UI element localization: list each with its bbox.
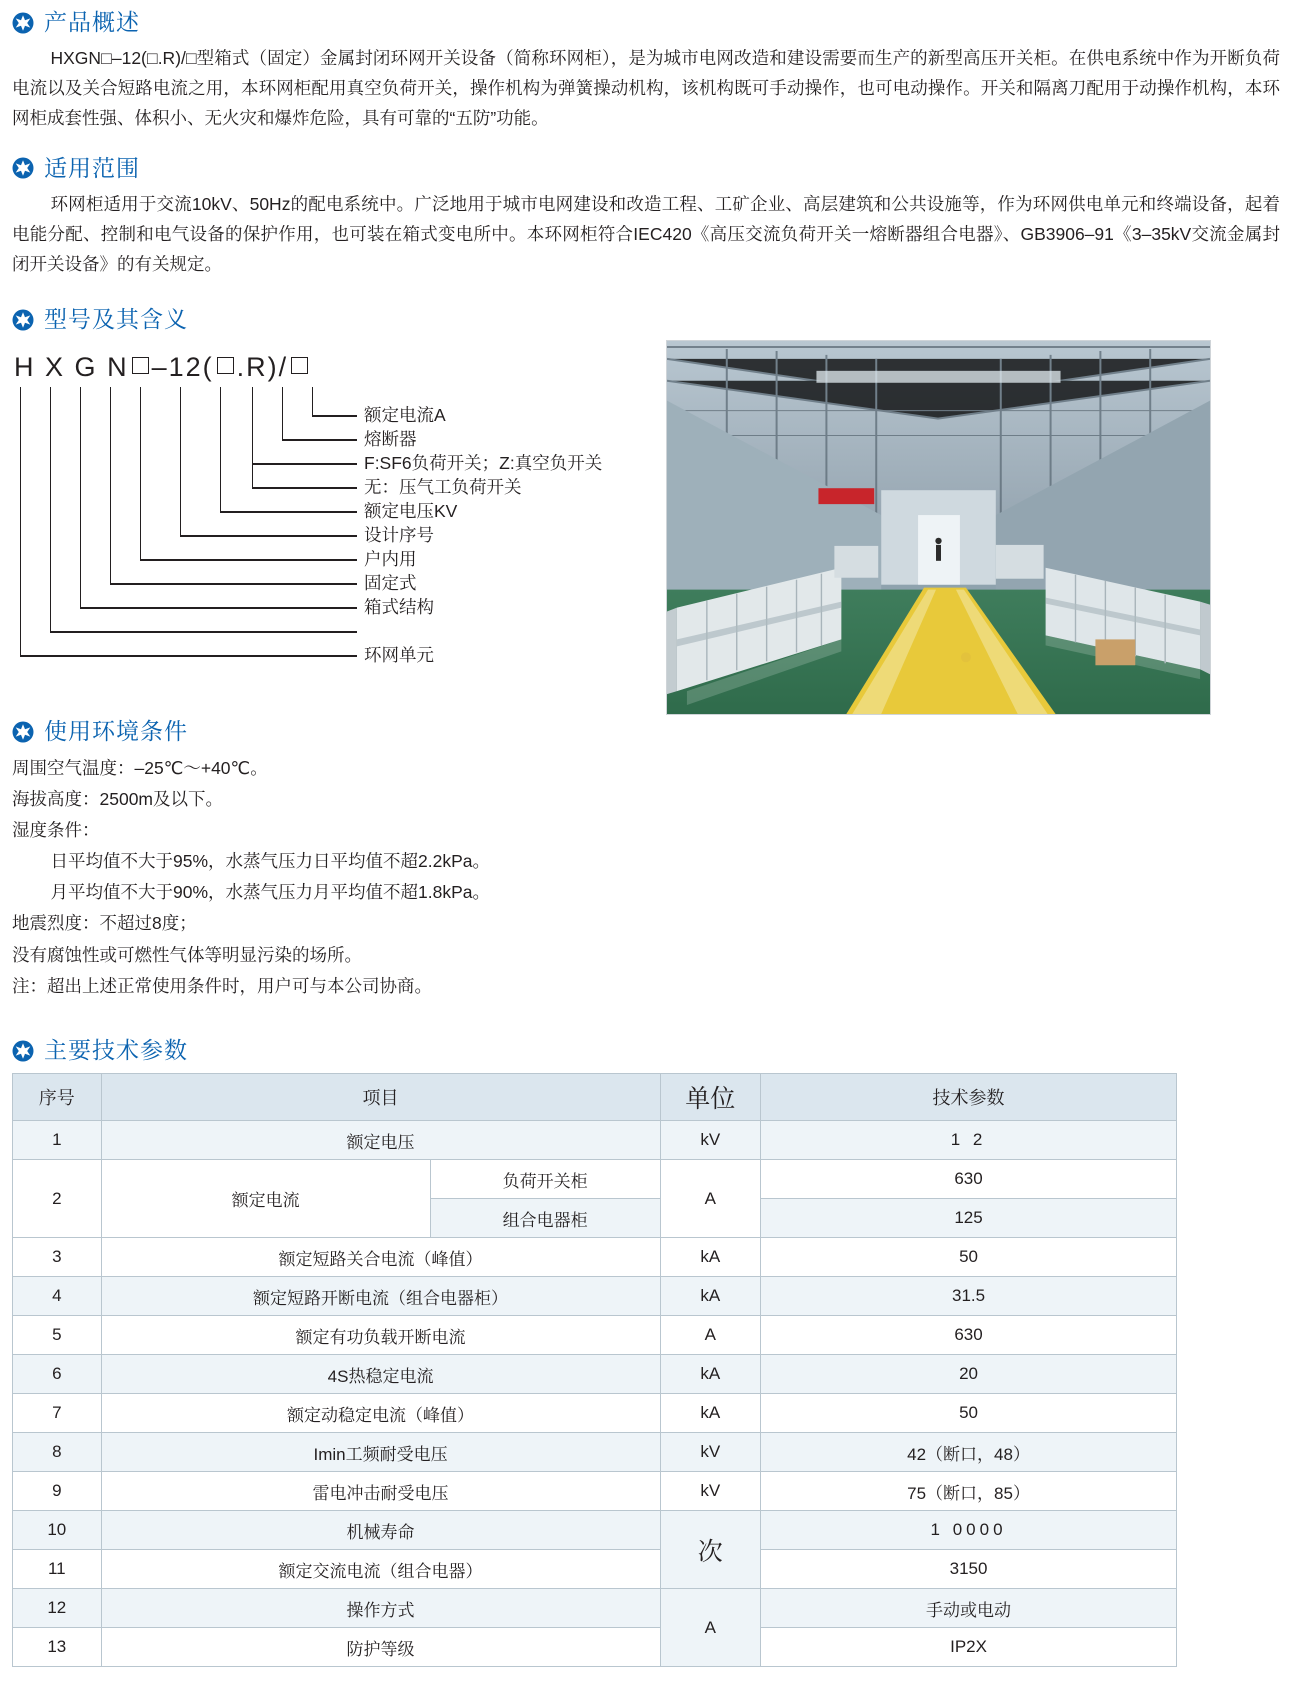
model-label-9: 环网单元 — [364, 645, 434, 666]
code-char-dot: . — [236, 352, 247, 383]
env-line: 月平均值不大于90%，水蒸气压力月平均值不超1.8kPa。 — [50, 882, 491, 903]
product-photo-container — [666, 340, 1211, 715]
code-char-12: –12( — [151, 352, 214, 383]
cell-no: 1 — [13, 1121, 102, 1160]
table-header-row — [13, 1074, 1177, 1121]
leader-lines-area — [12, 387, 652, 687]
code-char-r: R — [246, 352, 268, 383]
cell-unit: kA — [660, 1238, 761, 1277]
model-label-3: 无：压气工负荷开关 — [364, 477, 522, 498]
table-row — [13, 1550, 1177, 1589]
table-row — [13, 1394, 1177, 1433]
env-line: 注：超出上述正常使用条件时，用户可与本公司协商。 — [12, 975, 432, 996]
code-char-n: N — [107, 352, 129, 383]
code-char-slash: / — [278, 352, 289, 383]
overview-heading — [12, 10, 1280, 35]
cell-no: 3 — [13, 1238, 102, 1277]
cell-no: 2 — [13, 1160, 102, 1238]
environment-heading — [12, 719, 1280, 744]
code-char-paren: ) — [267, 352, 279, 383]
table-row — [13, 1121, 1177, 1160]
cell-no: 7 — [13, 1394, 102, 1433]
cell-subitem: 负荷开关柜 — [430, 1160, 660, 1199]
cell-value: 630 — [761, 1316, 1177, 1355]
cell-value: 630 — [761, 1160, 1177, 1199]
scope-paragraph: 环网柜适用于交流10kV、50Hz的配电系统中。广泛地用于城市电网建设和改造工程、工矿企业、高层建筑和公共设施等，作为环网供电单元和终端设备，起着电能分配、控制和电气设备的保护作用，也可装在箱式变电所中。本环网柜符合IEC420《高压交流负荷开关一熔断器组合电器》、GB3906–91《3–35kV交流金属封闭开关设备》的有关规定。 — [12, 193, 1280, 275]
section-model — [0, 307, 1300, 715]
model-code-string — [14, 354, 652, 381]
code-box-2 — [217, 357, 234, 374]
scope-heading — [12, 156, 1280, 181]
cell-value: 1 2 — [761, 1121, 1177, 1160]
cell-value: 42（断口，48） — [761, 1433, 1177, 1472]
cell-value: 手动或电动 — [761, 1589, 1177, 1628]
cell-item: 机械寿命 — [101, 1511, 660, 1550]
model-label-0: 额定电流A — [364, 405, 446, 426]
th-value: 技术参数 — [761, 1074, 1177, 1121]
cell-value: 1 0000 — [761, 1511, 1177, 1550]
env-line: 周围空气温度：–25℃～+40℃。 — [12, 757, 268, 778]
cell-unit: 次 — [660, 1511, 761, 1589]
model-label-1: 熔断器 — [364, 429, 417, 450]
parameters-table — [12, 1073, 1177, 1667]
code-char-h: H — [14, 352, 36, 383]
cell-value: 20 — [761, 1355, 1177, 1394]
cell-value: 50 — [761, 1394, 1177, 1433]
section-parameters — [0, 1038, 1300, 1667]
cell-no: 6 — [13, 1355, 102, 1394]
model-designation-diagram — [12, 340, 652, 687]
cell-no: 13 — [13, 1628, 102, 1667]
cell-unit: kV — [660, 1472, 761, 1511]
th-no: 序号 — [13, 1074, 102, 1121]
model-heading — [12, 307, 1280, 332]
cell-item: Imin工频耐受电压 — [101, 1433, 660, 1472]
section-scope — [0, 156, 1300, 280]
table-row — [13, 1472, 1177, 1511]
cell-unit: kV — [660, 1121, 761, 1160]
section-title: 主要技术参数 — [44, 1036, 188, 1063]
cell-item: 额定短路开断电流（组合电器柜） — [101, 1277, 660, 1316]
section-title: 型号及其含义 — [44, 306, 188, 333]
th-item: 项目 — [101, 1074, 660, 1121]
cell-value: 3150 — [761, 1550, 1177, 1589]
model-label-8: 箱式结构 — [364, 597, 434, 618]
env-line: 没有腐蚀性或可燃性气体等明显污染的场所。 — [12, 944, 362, 965]
section-overview — [0, 0, 1300, 134]
model-label-4: 额定电压KV — [364, 501, 458, 522]
table-row — [13, 1160, 1177, 1199]
cell-unit: A — [660, 1316, 761, 1355]
cell-no: 9 — [13, 1472, 102, 1511]
code-char-g: G — [74, 352, 98, 383]
cell-item: 操作方式 — [101, 1589, 660, 1628]
cell-no: 5 — [13, 1316, 102, 1355]
star-icon — [12, 309, 34, 331]
cell-unit: kA — [660, 1277, 761, 1316]
table-row — [13, 1316, 1177, 1355]
section-title: 产品概述 — [44, 9, 140, 35]
cell-unit: kA — [660, 1355, 761, 1394]
model-label-5: 设计序号 — [364, 525, 434, 546]
cell-unit: kV — [660, 1433, 761, 1472]
table-row — [13, 1589, 1177, 1628]
factory-workshop-photo — [666, 340, 1211, 715]
table-row — [13, 1355, 1177, 1394]
env-line: 日平均值不大于95%，水蒸气压力日平均值不超2.2kPa。 — [50, 851, 491, 872]
code-char-x: X — [45, 352, 66, 383]
cell-value: 75（断口，85） — [761, 1472, 1177, 1511]
overview-paragraph: HXGN□–12(□.R)/□型箱式（固定）金属封闭环网开关设备（简称环网柜），是为城市电网改造和建设需要而生产的新型高压开关柜。在供电系统中作为开断负荷电流以及关合短路电流之用，本环网柜配用真空负荷开关，操作机构为弹簧操动机构，该机构既可手动操作，也可电动操作。开关和隔离刀配用于动操作机构，本环网柜成套性强、体积小、无火灾和爆炸危险，具有可靠的“五防”功能。 — [12, 48, 1280, 129]
cell-no: 10 — [13, 1511, 102, 1550]
section-title: 使用环境条件 — [44, 718, 188, 745]
model-label-6: 户内用 — [364, 549, 417, 570]
cell-unit: kA — [660, 1394, 761, 1433]
star-icon — [12, 721, 34, 743]
cell-item: 额定短路关合电流（峰值） — [101, 1238, 660, 1277]
cell-item: 额定动稳定电流（峰值） — [101, 1394, 660, 1433]
section-environment — [0, 719, 1300, 1001]
star-icon — [12, 157, 34, 179]
cell-value: 31.5 — [761, 1277, 1177, 1316]
star-icon — [12, 1040, 34, 1062]
table-row — [13, 1433, 1177, 1472]
th-unit: 单位 — [660, 1074, 761, 1121]
cell-no: 11 — [13, 1550, 102, 1589]
model-diagram-row — [12, 340, 1280, 715]
section-title: 适用范围 — [44, 154, 140, 181]
table-row — [13, 1238, 1177, 1277]
cell-item: 额定有功负载开断电流 — [101, 1316, 660, 1355]
cell-item: 4S热稳定电流 — [101, 1355, 660, 1394]
model-label-7: 固定式 — [364, 573, 417, 594]
table-row — [13, 1628, 1177, 1667]
code-box-1 — [132, 357, 149, 374]
cell-item: 额定电流 — [101, 1160, 430, 1238]
star-icon — [12, 12, 34, 34]
cell-unit: A — [660, 1160, 761, 1238]
cell-item: 额定电压 — [101, 1121, 660, 1160]
cell-value: 50 — [761, 1238, 1177, 1277]
table-row — [13, 1511, 1177, 1550]
cell-item: 额定交流电流（组合电器） — [101, 1550, 660, 1589]
cell-item: 防护等级 — [101, 1628, 660, 1667]
cell-unit: A — [660, 1589, 761, 1667]
cell-item: 雷电冲击耐受电压 — [101, 1472, 660, 1511]
parameters-heading — [12, 1038, 1280, 1063]
env-line: 湿度条件： — [12, 820, 100, 841]
cell-value: 125 — [761, 1199, 1177, 1238]
cell-no: 8 — [13, 1433, 102, 1472]
environment-list — [12, 753, 1280, 1002]
cell-value: IP2X — [761, 1628, 1177, 1667]
env-line: 地震烈度：不超过8度； — [12, 913, 197, 934]
table-row — [13, 1277, 1177, 1316]
cell-no: 12 — [13, 1589, 102, 1628]
cell-subitem: 组合电器柜 — [430, 1199, 660, 1238]
env-line: 海拔高度：2500m及以下。 — [12, 788, 224, 809]
model-label-2: F:SF6负荷开关；Z:真空负开关 — [364, 453, 603, 474]
cell-no: 4 — [13, 1277, 102, 1316]
code-box-3 — [291, 357, 308, 374]
